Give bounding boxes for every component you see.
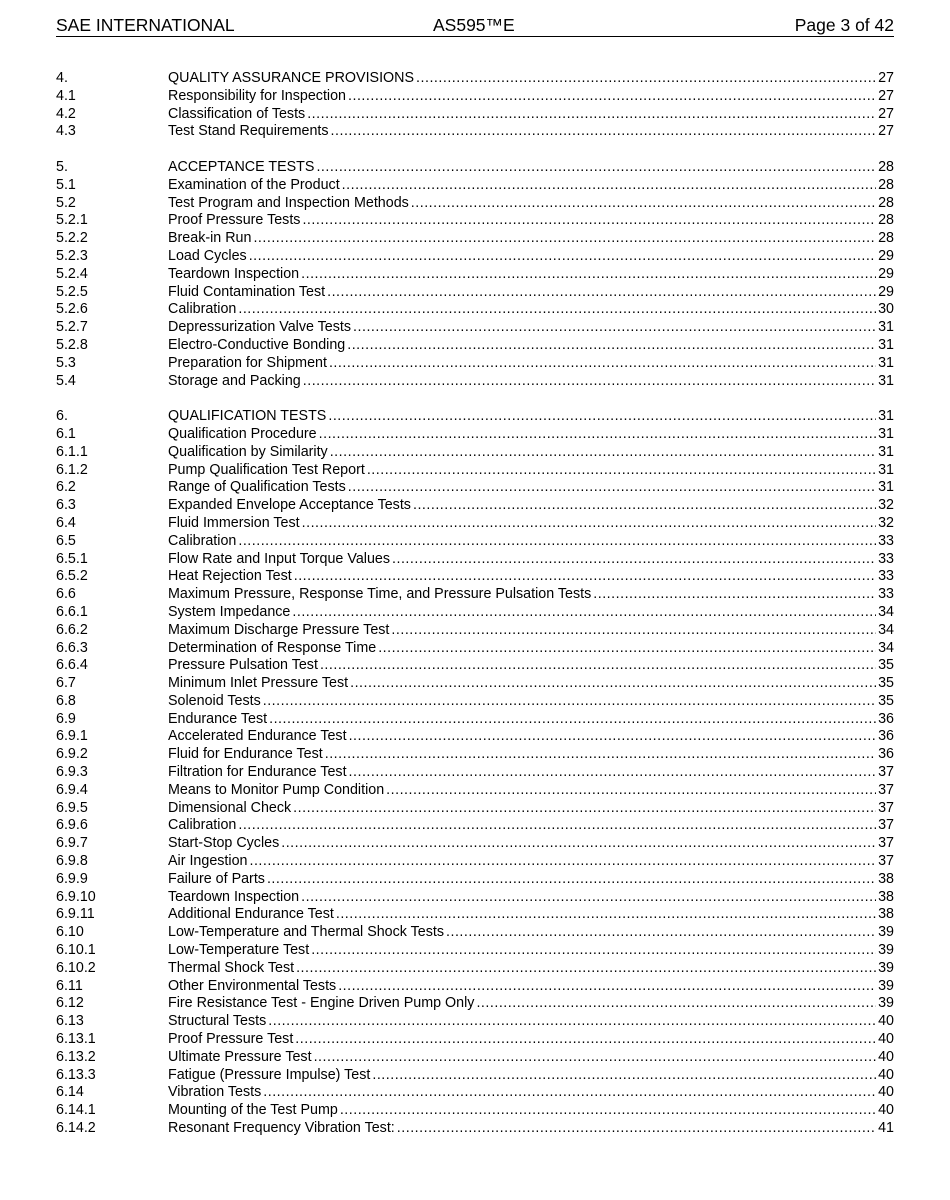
toc-entry-title: Teardown Inspection [168, 265, 300, 282]
toc-entry-page: 34 [878, 621, 894, 638]
toc-entry-page: 30 [878, 301, 894, 318]
toc-entry-page: 32 [878, 497, 894, 514]
toc-entry-number: 5.2.3 [56, 247, 88, 264]
toc-entry-title: Dimensional Check [168, 799, 292, 816]
toc-entry[interactable] [56, 942, 894, 960]
toc-dot-leader [349, 728, 877, 746]
toc-entry-page: 39 [878, 924, 894, 941]
toc-dot-leader [301, 266, 876, 284]
toc-dot-leader [327, 284, 876, 302]
toc-entry-title: Classification of Tests [168, 105, 306, 122]
toc-dot-leader [446, 924, 876, 942]
toc-entry-number: 6.10.2 [56, 959, 96, 976]
toc-entry-page: 35 [878, 657, 894, 674]
toc-entry[interactable] [56, 675, 894, 693]
toc-entry[interactable] [56, 604, 894, 622]
toc-entry-title: Proof Pressure Test [168, 1031, 294, 1048]
toc-dot-leader [302, 515, 876, 533]
toc-entry-page: 31 [878, 425, 894, 442]
toc-entry-title: Test Stand Requirements [168, 123, 329, 140]
toc-entry-title: Flow Rate and Input Torque Values [168, 550, 391, 567]
toc-entry-page: 28 [878, 212, 894, 229]
toc-entry-page: 33 [878, 532, 894, 549]
toc-entry-title: Calibration [168, 532, 237, 549]
toc-dot-leader [238, 533, 876, 551]
toc-entry-title: Fluid Contamination Test [168, 283, 326, 300]
table-of-contents [56, 70, 894, 1156]
toc-entry-title: Range of Qualification Tests [168, 479, 346, 496]
toc-entry-number: 6. [56, 408, 68, 425]
toc-dot-leader [338, 978, 876, 996]
toc-dot-leader [249, 853, 876, 871]
toc-entry[interactable] [56, 1067, 894, 1085]
toc-entry-number: 6.6 [56, 586, 76, 603]
toc-entry-title: Fluid Immersion Test [168, 514, 300, 531]
toc-dot-leader [263, 1084, 876, 1102]
toc-entry-number: 6.6.1 [56, 603, 88, 620]
toc-entry-title: Additional Endurance Test [168, 906, 334, 923]
toc-entry[interactable] [56, 906, 894, 924]
toc-entry-title: Proof Pressure Tests [168, 212, 301, 229]
toc-entry-title: Fatigue (Pressure Impulse) Test [168, 1066, 371, 1083]
toc-entry[interactable] [56, 1120, 894, 1138]
toc-entry[interactable] [56, 693, 894, 711]
toc-entry-title: Accelerated Endurance Test [168, 728, 347, 745]
toc-entry-number: 6.13.1 [56, 1031, 96, 1048]
toc-entry-title: Maximum Discharge Pressure Test [168, 621, 390, 638]
toc-entry-number: 6.5 [56, 532, 76, 549]
toc-entry-number: 5.2.7 [56, 319, 88, 336]
toc-entry[interactable] [56, 533, 894, 551]
toc-entry-title: Storage and Packing [168, 372, 301, 389]
toc-entry-title: Minimum Inlet Pressure Test [168, 675, 349, 692]
toc-dot-leader [320, 657, 876, 675]
toc-entry[interactable] [56, 586, 894, 604]
toc-entry-page: 40 [878, 1066, 894, 1083]
toc-entry-title: Pressure Pulsation Test [168, 657, 318, 674]
toc-entry-page: 28 [878, 176, 894, 193]
toc-entry-page: 33 [878, 568, 894, 585]
toc-entry[interactable] [56, 764, 894, 782]
toc-entry-page: 36 [878, 746, 894, 763]
toc-entry-title: Pump Qualification Test Report [168, 461, 365, 478]
toc-entry-page: 35 [878, 692, 894, 709]
toc-entry-number: 6.8 [56, 692, 76, 709]
toc-entry-title: Preparation for Shipment [168, 354, 327, 371]
toc-entry-title: Other Environmental Tests [168, 977, 337, 994]
toc-dot-leader [311, 942, 876, 960]
toc-entry[interactable] [56, 640, 894, 658]
toc-entry-number: 6.13.2 [56, 1048, 96, 1065]
toc-dot-leader [593, 586, 876, 604]
toc-entry-page: 29 [878, 283, 894, 300]
toc-entry-title: Resonant Frequency Vibration Test: [168, 1120, 395, 1137]
toc-entry-page: 31 [878, 443, 894, 460]
toc-dot-leader [416, 70, 876, 88]
toc-entry-title: Calibration [168, 817, 237, 834]
toc-entry-number: 6.14.1 [56, 1102, 96, 1119]
toc-entry-title: System Impedance [168, 603, 291, 620]
toc-entry[interactable] [56, 711, 894, 729]
toc-entry[interactable] [56, 266, 894, 284]
toc-entry[interactable] [56, 657, 894, 675]
toc-entry-number: 4.2 [56, 105, 76, 122]
toc-entry-title: Determination of Response Time [168, 639, 377, 656]
toc-dot-leader [330, 444, 876, 462]
toc-entry-number: 6.14 [56, 1084, 84, 1101]
toc-entry-page: 40 [878, 1048, 894, 1065]
toc-entry-title: Low-Temperature and Thermal Shock Tests [168, 924, 445, 941]
toc-dot-leader [392, 551, 876, 569]
toc-entry[interactable] [56, 1102, 894, 1120]
toc-entry-number: 5.4 [56, 372, 76, 389]
toc-entry-title: Calibration [168, 301, 237, 318]
toc-entry[interactable] [56, 871, 894, 889]
toc-entry[interactable] [56, 230, 894, 248]
toc-entry-page: 31 [878, 336, 894, 353]
toc-dot-leader [238, 301, 876, 319]
toc-entry-number: 5.1 [56, 176, 76, 193]
toc-entry[interactable] [56, 177, 894, 195]
toc-dot-leader [350, 675, 876, 693]
toc-entry[interactable] [56, 408, 894, 426]
toc-dot-leader [294, 568, 876, 586]
toc-entry-page: 27 [878, 70, 894, 86]
toc-dot-leader [296, 960, 876, 978]
toc-entry-number: 5.2 [56, 194, 76, 211]
toc-entry[interactable] [56, 195, 894, 213]
toc-dot-leader [348, 479, 876, 497]
toc-entry[interactable] [56, 800, 894, 818]
toc-dot-leader [372, 1067, 876, 1085]
toc-entry-number: 6.10.1 [56, 942, 96, 959]
toc-entry[interactable] [56, 319, 894, 337]
toc-dot-leader [316, 159, 876, 177]
toc-entry-number: 6.9.7 [56, 835, 88, 852]
toc-dot-leader [292, 604, 876, 622]
toc-entry-title: Teardown Inspection [168, 888, 300, 905]
toc-entry-number: 6.13 [56, 1013, 84, 1030]
toc-entry-page: 31 [878, 461, 894, 478]
toc-entry-title: Qualification Procedure [168, 425, 317, 442]
toc-entry[interactable] [56, 835, 894, 853]
toc-entry-title: Maximum Pressure, Response Time, and Pressure Pulsation Tests [168, 586, 592, 603]
toc-entry-number: 6.9.3 [56, 764, 88, 781]
toc-entry-number: 5.2.4 [56, 265, 88, 282]
header-page-number: Page 3 of 42 [794, 15, 894, 35]
toc-entry[interactable] [56, 960, 894, 978]
page-header [56, 14, 894, 37]
toc-entry[interactable] [56, 337, 894, 355]
toc-entry-page: 28 [878, 158, 894, 175]
toc-entry-number: 6.11 [56, 977, 83, 994]
toc-entry-page: 38 [878, 888, 894, 905]
toc-entry-title: Start-Stop Cycles [168, 835, 280, 852]
toc-entry[interactable] [56, 728, 894, 746]
toc-entry-title: Ultimate Pressure Test [168, 1048, 312, 1065]
toc-entry-page: 35 [878, 675, 894, 692]
toc-entry-title: Thermal Shock Test [168, 959, 295, 976]
toc-entry[interactable] [56, 978, 894, 996]
toc-entry-title: Means to Monitor Pump Condition [168, 781, 385, 798]
toc-dot-leader [319, 426, 876, 444]
toc-entry-title: Low-Temperature Test [168, 942, 310, 959]
toc-entry-number: 6.9.10 [56, 888, 96, 905]
toc-dot-leader [263, 693, 876, 711]
toc-entry-title: Structural Tests [168, 1013, 267, 1030]
toc-dot-leader [411, 195, 876, 213]
toc-dot-leader [378, 640, 876, 658]
toc-entry[interactable] [56, 70, 894, 88]
toc-dot-leader [413, 497, 876, 515]
toc-entry-title: Examination of the Product [168, 176, 340, 193]
toc-entry-number: 6.1.2 [56, 461, 88, 478]
header-org: SAE INTERNATIONAL [56, 15, 235, 35]
toc-entry-title: Endurance Test [168, 710, 268, 727]
toc-entry[interactable] [56, 551, 894, 569]
toc-entry-page: 33 [878, 550, 894, 567]
toc-entry-page: 37 [878, 853, 894, 870]
toc-dot-leader [329, 355, 876, 373]
toc-entry-page: 39 [878, 942, 894, 959]
toc-entry-number: 6.7 [56, 675, 76, 692]
toc-dot-leader [331, 123, 877, 141]
toc-entry[interactable] [56, 212, 894, 230]
toc-entry-page: 32 [878, 514, 894, 531]
toc-entry-page: 27 [878, 87, 894, 104]
toc-entry-number: 6.4 [56, 514, 76, 531]
toc-entry-title: Responsibility for Inspection [168, 87, 347, 104]
toc-entry-number: 6.3 [56, 497, 76, 514]
toc-entry-number: 6.1.1 [56, 443, 88, 460]
toc-dot-leader [249, 248, 876, 266]
toc-dot-leader [325, 746, 876, 764]
toc-entry[interactable] [56, 444, 894, 462]
toc-entry[interactable] [56, 373, 894, 391]
toc-entry-number: 5.2.1 [56, 212, 88, 229]
toc-dot-leader [347, 337, 876, 355]
toc-entry-number: 5.2.8 [56, 336, 88, 353]
toc-entry-number: 6.9.1 [56, 728, 88, 745]
toc-entry[interactable] [56, 568, 894, 586]
toc-dot-leader [267, 871, 876, 889]
toc-dot-leader [253, 230, 876, 248]
toc-entry[interactable] [56, 515, 894, 533]
toc-dot-leader [348, 88, 876, 106]
header-doc-id: AS595™E [433, 15, 515, 35]
toc-section-group [56, 408, 894, 1138]
toc-section-group [56, 159, 894, 390]
toc-entry-page: 39 [878, 959, 894, 976]
toc-dot-leader [268, 1013, 876, 1031]
toc-entry-number: 6.9.5 [56, 799, 88, 816]
toc-entry-number: 6.9.9 [56, 870, 88, 887]
toc-entry-page: 37 [878, 799, 894, 816]
toc-entry-number: 5.2.2 [56, 230, 88, 247]
toc-entry[interactable] [56, 479, 894, 497]
toc-dot-leader [303, 373, 876, 391]
toc-entry-title: Fire Resistance Test - Engine Driven Pump Only [168, 995, 475, 1012]
toc-entry-page: 40 [878, 1031, 894, 1048]
toc-dot-leader [269, 711, 876, 729]
toc-entry-title: Test Program and Inspection Methods [168, 194, 409, 211]
toc-entry-page: 29 [878, 265, 894, 282]
toc-entry[interactable] [56, 746, 894, 764]
toc-entry-number: 6.14.2 [56, 1120, 96, 1137]
toc-entry[interactable] [56, 889, 894, 907]
toc-entry-page: 37 [878, 764, 894, 781]
toc-entry-page: 37 [878, 781, 894, 798]
toc-entry-title: Qualification by Similarity [168, 443, 328, 460]
toc-entry[interactable] [56, 301, 894, 319]
toc-entry[interactable] [56, 924, 894, 942]
toc-entry[interactable] [56, 248, 894, 266]
toc-dot-leader [336, 906, 876, 924]
toc-entry-title: ACCEPTANCE TESTS [168, 158, 315, 175]
toc-entry-number: 6.12 [56, 995, 84, 1012]
toc-entry-page: 27 [878, 105, 894, 122]
toc-entry-title: Expanded Envelope Acceptance Tests [168, 497, 411, 514]
toc-entry-title: Fluid for Endurance Test [168, 746, 323, 763]
toc-entry-page: 38 [878, 870, 894, 887]
toc-entry-title: Load Cycles [168, 247, 247, 264]
toc-entry[interactable] [56, 853, 894, 871]
toc-entry-number: 6.6.3 [56, 639, 88, 656]
toc-dot-leader [367, 462, 876, 480]
toc-entry-page: 31 [878, 354, 894, 371]
toc-dot-leader [342, 177, 876, 195]
toc-entry-title: Vibration Tests [168, 1084, 262, 1101]
toc-dot-leader [314, 1049, 877, 1067]
toc-entry-title: Filtration for Endurance Test [168, 764, 347, 781]
toc-section-group [56, 70, 894, 141]
toc-entry[interactable] [56, 462, 894, 480]
toc-entry-page: 37 [878, 835, 894, 852]
toc-entry-title: Air Ingestion [168, 853, 248, 870]
toc-entry-page: 28 [878, 230, 894, 247]
toc-entry-page: 31 [878, 319, 894, 336]
toc-entry[interactable] [56, 995, 894, 1013]
toc-entry-page: 38 [878, 906, 894, 923]
toc-entry-page: 40 [878, 1013, 894, 1030]
toc-entry-title: QUALITY ASSURANCE PROVISIONS [168, 70, 415, 86]
toc-entry[interactable] [56, 106, 894, 124]
toc-dot-leader [238, 817, 876, 835]
toc-dot-leader [295, 1031, 876, 1049]
toc-entry-page: 40 [878, 1102, 894, 1119]
toc-entry-page: 40 [878, 1084, 894, 1101]
toc-dot-leader [349, 764, 877, 782]
toc-entry-title: Depressurization Valve Tests [168, 319, 352, 336]
toc-entry-page: 39 [878, 995, 894, 1012]
toc-entry-number: 6.9.4 [56, 781, 88, 798]
toc-entry[interactable] [56, 1049, 894, 1067]
toc-entry[interactable] [56, 355, 894, 373]
toc-dot-leader [340, 1102, 876, 1120]
toc-dot-leader [476, 995, 876, 1013]
toc-entry[interactable] [56, 1031, 894, 1049]
toc-entry-page: 31 [878, 372, 894, 389]
toc-entry-page: 34 [878, 603, 894, 620]
toc-entry[interactable] [56, 622, 894, 640]
toc-entry[interactable] [56, 88, 894, 106]
toc-dot-leader [397, 1120, 876, 1138]
toc-entry[interactable] [56, 1084, 894, 1102]
toc-entry-page: 37 [878, 817, 894, 834]
toc-entry-number: 6.13.3 [56, 1066, 96, 1083]
toc-entry-number: 6.6.2 [56, 621, 88, 638]
toc-entry-number: 6.9.6 [56, 817, 88, 834]
toc-dot-leader [301, 889, 876, 907]
toc-entry-number: 6.5.2 [56, 568, 88, 585]
toc-entry-title: Heat Rejection Test [168, 568, 292, 585]
toc-entry-number: 6.9.8 [56, 853, 88, 870]
toc-entry[interactable] [56, 497, 894, 515]
toc-dot-leader [293, 800, 876, 818]
toc-entry-page: 36 [878, 728, 894, 745]
toc-dot-leader [307, 106, 876, 124]
toc-entry-number: 4.1 [56, 87, 76, 104]
toc-entry-number: 5. [56, 158, 68, 175]
toc-entry-number: 6.6.4 [56, 657, 88, 674]
toc-dot-leader [328, 408, 876, 426]
toc-entry-number: 6.9.2 [56, 746, 88, 763]
toc-entry-page: 29 [878, 247, 894, 264]
toc-entry-page: 34 [878, 639, 894, 656]
toc-entry[interactable] [56, 782, 894, 800]
toc-entry[interactable] [56, 159, 894, 177]
toc-entry-page: 31 [878, 479, 894, 496]
toc-entry-page: 36 [878, 710, 894, 727]
toc-entry-number: 6.9.11 [56, 906, 95, 923]
toc-entry[interactable] [56, 123, 894, 141]
toc-entry-number: 5.2.6 [56, 301, 88, 318]
toc-dot-leader [353, 319, 876, 337]
toc-entry-number: 5.3 [56, 354, 76, 371]
toc-entry-page: 27 [878, 123, 894, 140]
toc-entry-number: 4.3 [56, 123, 76, 140]
toc-entry-title: Electro-Conductive Bonding [168, 336, 346, 353]
toc-entry[interactable] [56, 284, 894, 302]
toc-entry-number: 6.10 [56, 924, 84, 941]
toc-entry-title: Solenoid Tests [168, 692, 261, 709]
toc-entry-page: 39 [878, 977, 894, 994]
toc-entry-number: 6.2 [56, 479, 76, 496]
toc-entry-title: Break-in Run [168, 230, 252, 247]
toc-entry-title: Mounting of the Test Pump [168, 1102, 338, 1119]
toc-entry-page: 31 [878, 408, 894, 425]
toc-entry-page: 41 [878, 1120, 894, 1137]
toc-entry-number: 6.9 [56, 710, 76, 727]
toc-dot-leader [391, 622, 876, 640]
toc-entry-title: QUALIFICATION TESTS [168, 408, 327, 425]
toc-dot-leader [386, 782, 876, 800]
toc-entry-number: 4. [56, 70, 68, 86]
toc-entry-page: 33 [878, 586, 894, 603]
toc-entry-title: Failure of Parts [168, 870, 265, 887]
toc-dot-leader [302, 212, 876, 230]
toc-entry-number: 6.5.1 [56, 550, 88, 567]
toc-entry-number: 5.2.5 [56, 283, 88, 300]
toc-dot-leader [281, 835, 876, 853]
toc-entry[interactable] [56, 1013, 894, 1031]
toc-entry[interactable] [56, 817, 894, 835]
toc-entry[interactable] [56, 426, 894, 444]
toc-entry-page: 28 [878, 194, 894, 211]
toc-entry-number: 6.1 [56, 425, 76, 442]
